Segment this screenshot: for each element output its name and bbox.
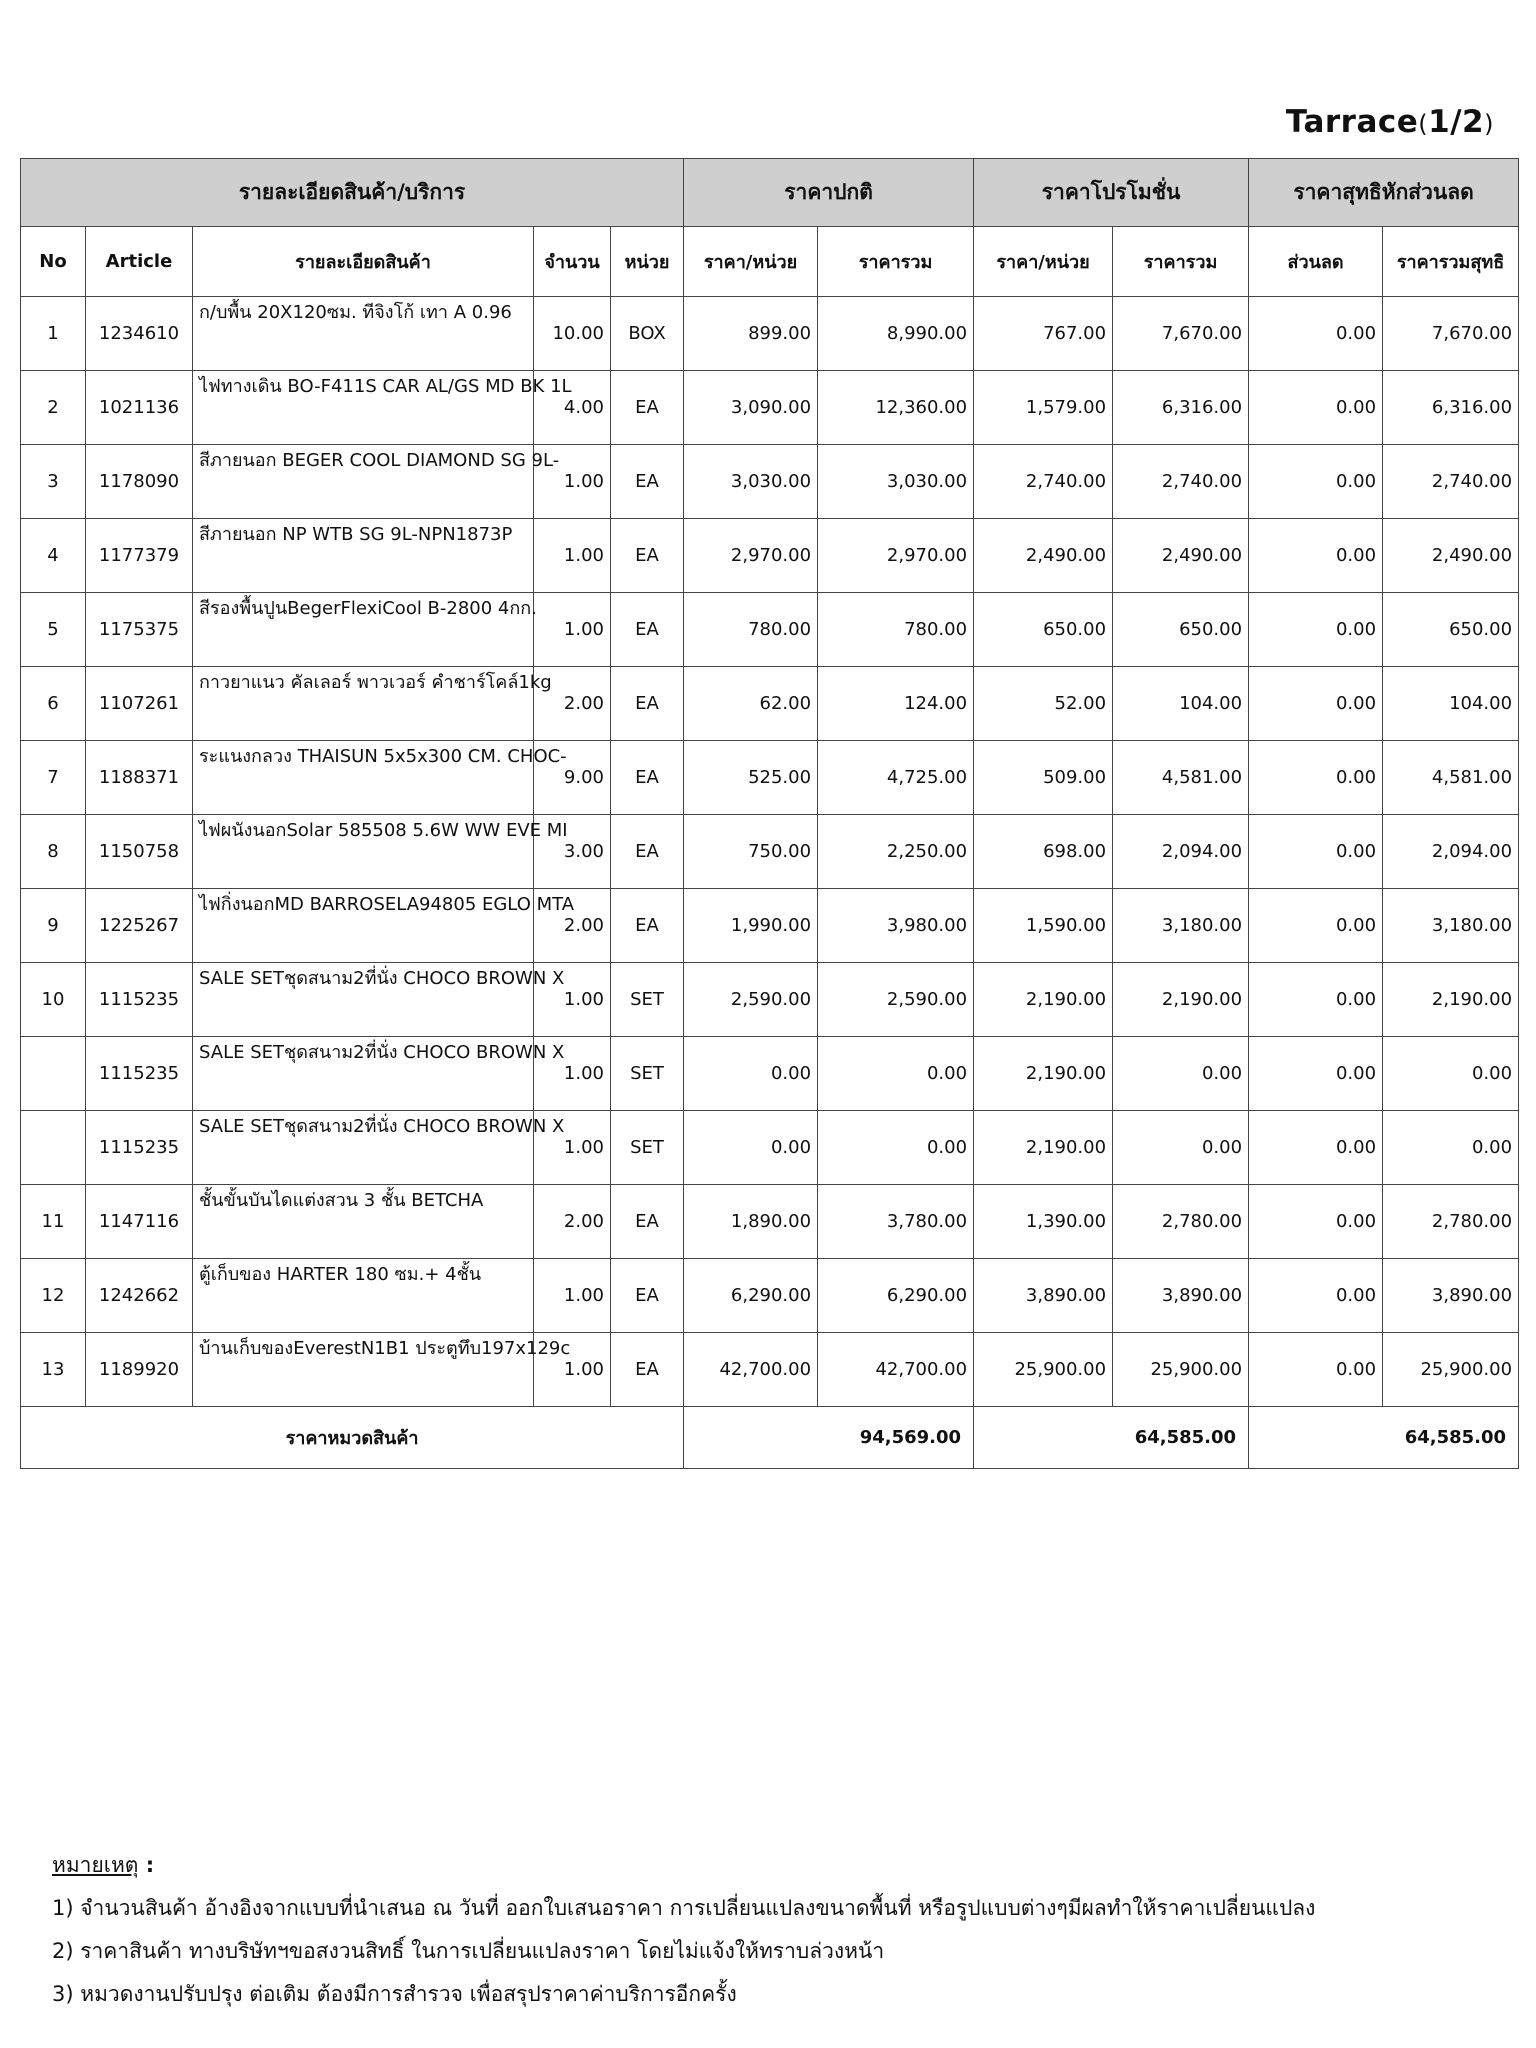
item-description: ไฟทางเดิน BO-F411S CAR AL/GS MD BK 1L [193,371,534,445]
item-qty: 1.00 [534,593,611,667]
item-net-total: 2,490.00 [1383,519,1519,593]
total-normal: 94,569.00 [684,1407,974,1469]
item-promo-total: 2,740.00 [1113,445,1249,519]
item-promo-unit-price: 650.00 [974,593,1113,667]
notes-colon: : [138,1853,155,1877]
item-normal-total: 0.00 [818,1111,974,1185]
item-net-total: 25,900.00 [1383,1333,1519,1407]
table-row [21,815,1519,889]
col-header-no: No [21,227,86,297]
item-description: SALE SETชุดสนาม2ที่นั่ง CHOCO BROWN X [193,1037,534,1111]
item-discount: 0.00 [1249,1111,1383,1185]
item-normal-total: 2,250.00 [818,815,974,889]
item-article: 1150758 [86,815,193,889]
item-normal-unit-price: 1,890.00 [684,1185,818,1259]
item-normal-unit-price: 42,700.00 [684,1333,818,1407]
item-net-total: 2,780.00 [1383,1185,1519,1259]
note-line-1: 1) จำนวนสินค้า อ้างอิงจากแบบที่นำเสนอ ณ วันที่ ออกใบเสนอราคา การเปลี่ยนแปลงขนาดพื้นที่ หรือรูปแบบต่างๆมีผลทำให้ราคาเปลี่ยนแปลง [52,1896,1316,1920]
group-header-promo-price: ราคาโปรโมชั่น [974,159,1249,227]
item-article: 1107261 [86,667,193,741]
item-promo-total: 0.00 [1113,1037,1249,1111]
item-normal-total: 8,990.00 [818,297,974,371]
item-promo-total: 3,890.00 [1113,1259,1249,1333]
item-normal-total: 780.00 [818,593,974,667]
item-discount: 0.00 [1249,593,1383,667]
page-title-close-paren: ) [1484,110,1494,138]
item-no [21,1037,86,1111]
total-row [21,1407,1519,1469]
item-promo-unit-price: 1,590.00 [974,889,1113,963]
item-discount: 0.00 [1249,1259,1383,1333]
col-header-normal-total: ราคารวม [818,227,974,297]
item-normal-total: 42,700.00 [818,1333,974,1407]
item-discount: 0.00 [1249,1037,1383,1111]
item-description: สีภายนอก BEGER COOL DIAMOND SG 9L- [193,445,534,519]
item-discount: 0.00 [1249,445,1383,519]
table-row [21,1037,1519,1111]
col-header-promo-total: ราคารวม [1113,227,1249,297]
item-description: SALE SETชุดสนาม2ที่นั่ง CHOCO BROWN X [193,963,534,1037]
item-article: 1188371 [86,741,193,815]
item-promo-total: 650.00 [1113,593,1249,667]
item-description: ระแนงกลวง THAISUN 5x5x300 CM. CHOC- [193,741,534,815]
total-label: ราคาหมวดสินค้า [21,1407,684,1469]
item-no [21,1111,86,1185]
item-qty: 2.00 [534,889,611,963]
item-qty: 1.00 [534,1333,611,1407]
item-promo-unit-price: 2,490.00 [974,519,1113,593]
item-normal-total: 0.00 [818,1037,974,1111]
item-discount: 0.00 [1249,1185,1383,1259]
item-unit: SET [611,1037,684,1111]
item-no: 4 [21,519,86,593]
item-no: 3 [21,445,86,519]
item-normal-unit-price: 899.00 [684,297,818,371]
group-header-net-price: ราคาสุทธิหักส่วนลด [1249,159,1519,227]
item-article: 1178090 [86,445,193,519]
item-article: 1115235 [86,963,193,1037]
item-promo-unit-price: 2,190.00 [974,1037,1113,1111]
table-row [21,445,1519,519]
page-number: 1/2 [1428,104,1485,140]
item-no: 9 [21,889,86,963]
item-net-total: 3,180.00 [1383,889,1519,963]
item-qty: 9.00 [534,741,611,815]
table-row [21,1185,1519,1259]
item-net-total: 2,740.00 [1383,445,1519,519]
notes-heading-line [52,1844,1492,1887]
item-qty: 2.00 [534,1185,611,1259]
item-article: 1225267 [86,889,193,963]
item-promo-unit-price: 698.00 [974,815,1113,889]
item-normal-unit-price: 1,990.00 [684,889,818,963]
notes-section [52,1844,1492,2016]
item-discount: 0.00 [1249,667,1383,741]
item-promo-unit-price: 25,900.00 [974,1333,1113,1407]
item-unit: EA [611,445,684,519]
item-normal-total: 6,290.00 [818,1259,974,1333]
col-header-unit: หน่วย [611,227,684,297]
total-promo: 64,585.00 [974,1407,1249,1469]
item-discount: 0.00 [1249,1333,1383,1407]
item-net-total: 0.00 [1383,1111,1519,1185]
item-discount: 0.00 [1249,815,1383,889]
item-discount: 0.00 [1249,889,1383,963]
item-promo-total: 6,316.00 [1113,371,1249,445]
item-no: 8 [21,815,86,889]
item-promo-total: 25,900.00 [1113,1333,1249,1407]
item-net-total: 3,890.00 [1383,1259,1519,1333]
table-row [21,593,1519,667]
item-description: SALE SETชุดสนาม2ที่นั่ง CHOCO BROWN X [193,1111,534,1185]
item-description: ก/บพื้น 20X120ซม. ทีจิงโก้ เทา A 0.96 [193,297,534,371]
group-header-row [21,159,1519,227]
item-promo-total: 2,190.00 [1113,963,1249,1037]
col-header-net-total: ราคารวมสุทธิ [1383,227,1519,297]
item-unit: SET [611,963,684,1037]
item-qty: 1.00 [534,1259,611,1333]
item-promo-unit-price: 1,579.00 [974,371,1113,445]
item-unit: EA [611,889,684,963]
item-promo-total: 2,490.00 [1113,519,1249,593]
item-normal-total: 124.00 [818,667,974,741]
item-discount: 0.00 [1249,519,1383,593]
column-header-row [21,227,1519,297]
item-unit: EA [611,1259,684,1333]
table-row [21,519,1519,593]
item-no: 1 [21,297,86,371]
item-promo-total: 104.00 [1113,667,1249,741]
item-normal-unit-price: 62.00 [684,667,818,741]
item-normal-unit-price: 2,970.00 [684,519,818,593]
item-promo-unit-price: 1,390.00 [974,1185,1113,1259]
item-qty: 1.00 [534,519,611,593]
item-discount: 0.00 [1249,371,1383,445]
table-row [21,297,1519,371]
item-description: สีรองพื้นปูนBegerFlexiCool B-2800 4กก. [193,593,534,667]
table-row [21,1111,1519,1185]
item-no: 13 [21,1333,86,1407]
item-unit: EA [611,1333,684,1407]
item-promo-unit-price: 2,190.00 [974,963,1113,1037]
item-normal-total: 3,030.00 [818,445,974,519]
item-discount: 0.00 [1249,297,1383,371]
item-normal-unit-price: 6,290.00 [684,1259,818,1333]
item-no: 5 [21,593,86,667]
item-promo-unit-price: 509.00 [974,741,1113,815]
item-promo-total: 0.00 [1113,1111,1249,1185]
item-normal-total: 2,970.00 [818,519,974,593]
group-header-detail: รายละเอียดสินค้า/บริการ [21,159,684,227]
item-promo-unit-price: 3,890.00 [974,1259,1113,1333]
item-description: ชั้นขั้นบันไดแต่งสวน 3 ชั้น BETCHA [193,1185,534,1259]
item-normal-unit-price: 525.00 [684,741,818,815]
item-qty: 4.00 [534,371,611,445]
item-normal-total: 12,360.00 [818,371,974,445]
page-title [1286,104,1494,140]
item-description: บ้านเก็บของEverestN1B1 ประตูทึบ197x129c [193,1333,534,1407]
item-unit: EA [611,593,684,667]
item-qty: 1.00 [534,963,611,1037]
item-unit: SET [611,1111,684,1185]
item-description: ตู้เก็บของ HARTER 180 ซม.+ 4ชั้น [193,1259,534,1333]
table-row [21,1259,1519,1333]
item-normal-unit-price: 0.00 [684,1111,818,1185]
table-row [21,741,1519,815]
item-no: 11 [21,1185,86,1259]
col-header-normal-unit-price: ราคา/หน่วย [684,227,818,297]
item-article: 1147116 [86,1185,193,1259]
item-description: กาวยาแนว คัลเลอร์ พาวเวอร์ คำชาร์โคล์1kg [193,667,534,741]
item-qty: 3.00 [534,815,611,889]
item-description: ไฟผนังนอกSolar 585508 5.6W WW EVE MI [193,815,534,889]
item-net-total: 4,581.00 [1383,741,1519,815]
item-article: 1115235 [86,1111,193,1185]
item-promo-unit-price: 2,740.00 [974,445,1113,519]
item-net-total: 2,094.00 [1383,815,1519,889]
table-row [21,963,1519,1037]
page-title-name: Tarrace [1285,104,1419,140]
table-row [21,1333,1519,1407]
item-normal-total: 3,780.00 [818,1185,974,1259]
item-qty: 1.00 [534,1037,611,1111]
item-unit: EA [611,519,684,593]
col-header-article: Article [86,227,193,297]
page-title-open-paren: ( [1418,110,1429,138]
item-discount: 0.00 [1249,741,1383,815]
item-no: 7 [21,741,86,815]
note-line-2: 2) ราคาสินค้า ทางบริษัทฯขอสงวนสิทธิ์ ในการเปลี่ยนแปลงราคา โดยไม่แจ้งให้ทราบล่วงหน้า [52,1939,885,1963]
item-no: 2 [21,371,86,445]
item-promo-unit-price: 52.00 [974,667,1113,741]
item-unit: BOX [611,297,684,371]
item-promo-total: 3,180.00 [1113,889,1249,963]
item-qty: 1.00 [534,445,611,519]
items-body [21,297,1519,1407]
item-unit: EA [611,667,684,741]
item-article: 1115235 [86,1037,193,1111]
item-normal-total: 3,980.00 [818,889,974,963]
item-normal-unit-price: 780.00 [684,593,818,667]
item-no: 10 [21,963,86,1037]
item-normal-unit-price: 3,030.00 [684,445,818,519]
item-net-total: 6,316.00 [1383,371,1519,445]
item-normal-unit-price: 0.00 [684,1037,818,1111]
group-header-normal-price: ราคาปกติ [684,159,974,227]
item-net-total: 2,190.00 [1383,963,1519,1037]
col-header-discount: ส่วนลด [1249,227,1383,297]
item-net-total: 650.00 [1383,593,1519,667]
item-description: สีภายนอก NP WTB SG 9L-NPN1873P [193,519,534,593]
item-no: 6 [21,667,86,741]
item-article: 1189920 [86,1333,193,1407]
item-qty: 1.00 [534,1111,611,1185]
item-net-total: 0.00 [1383,1037,1519,1111]
item-qty: 2.00 [534,667,611,741]
item-discount: 0.00 [1249,963,1383,1037]
item-unit: EA [611,1185,684,1259]
item-normal-total: 4,725.00 [818,741,974,815]
col-header-description: รายละเอียดสินค้า [193,227,534,297]
table-row [21,371,1519,445]
item-normal-unit-price: 3,090.00 [684,371,818,445]
item-net-total: 7,670.00 [1383,297,1519,371]
item-no: 12 [21,1259,86,1333]
col-header-qty: จำนวน [534,227,611,297]
item-qty: 10.00 [534,297,611,371]
item-promo-total: 2,780.00 [1113,1185,1249,1259]
item-normal-unit-price: 750.00 [684,815,818,889]
item-unit: EA [611,815,684,889]
item-article: 1242662 [86,1259,193,1333]
item-normal-total: 2,590.00 [818,963,974,1037]
item-promo-total: 2,094.00 [1113,815,1249,889]
item-normal-unit-price: 2,590.00 [684,963,818,1037]
item-description: ไฟกิ่งนอกMD BARROSELA94805 EGLO MTA [193,889,534,963]
item-article: 1234610 [86,297,193,371]
item-promo-unit-price: 2,190.00 [974,1111,1113,1185]
item-unit: EA [611,741,684,815]
total-net: 64,585.00 [1249,1407,1519,1469]
item-unit: EA [611,371,684,445]
col-header-promo-unit-price: ราคา/หน่วย [974,227,1113,297]
table-row [21,889,1519,963]
item-net-total: 104.00 [1383,667,1519,741]
item-article: 1175375 [86,593,193,667]
item-promo-unit-price: 767.00 [974,297,1113,371]
table-row [21,667,1519,741]
item-promo-total: 7,670.00 [1113,297,1249,371]
item-article: 1021136 [86,371,193,445]
item-promo-total: 4,581.00 [1113,741,1249,815]
quotation-table [20,158,1519,1469]
item-article: 1177379 [86,519,193,593]
note-line-3: 3) หมวดงานปรับปรุง ต่อเติม ต้องมีการสำรวจ เพื่อสรุปราคาค่าบริการอีกครั้ง [52,1982,737,2006]
notes-heading: หมายเหตุ [52,1853,139,1877]
